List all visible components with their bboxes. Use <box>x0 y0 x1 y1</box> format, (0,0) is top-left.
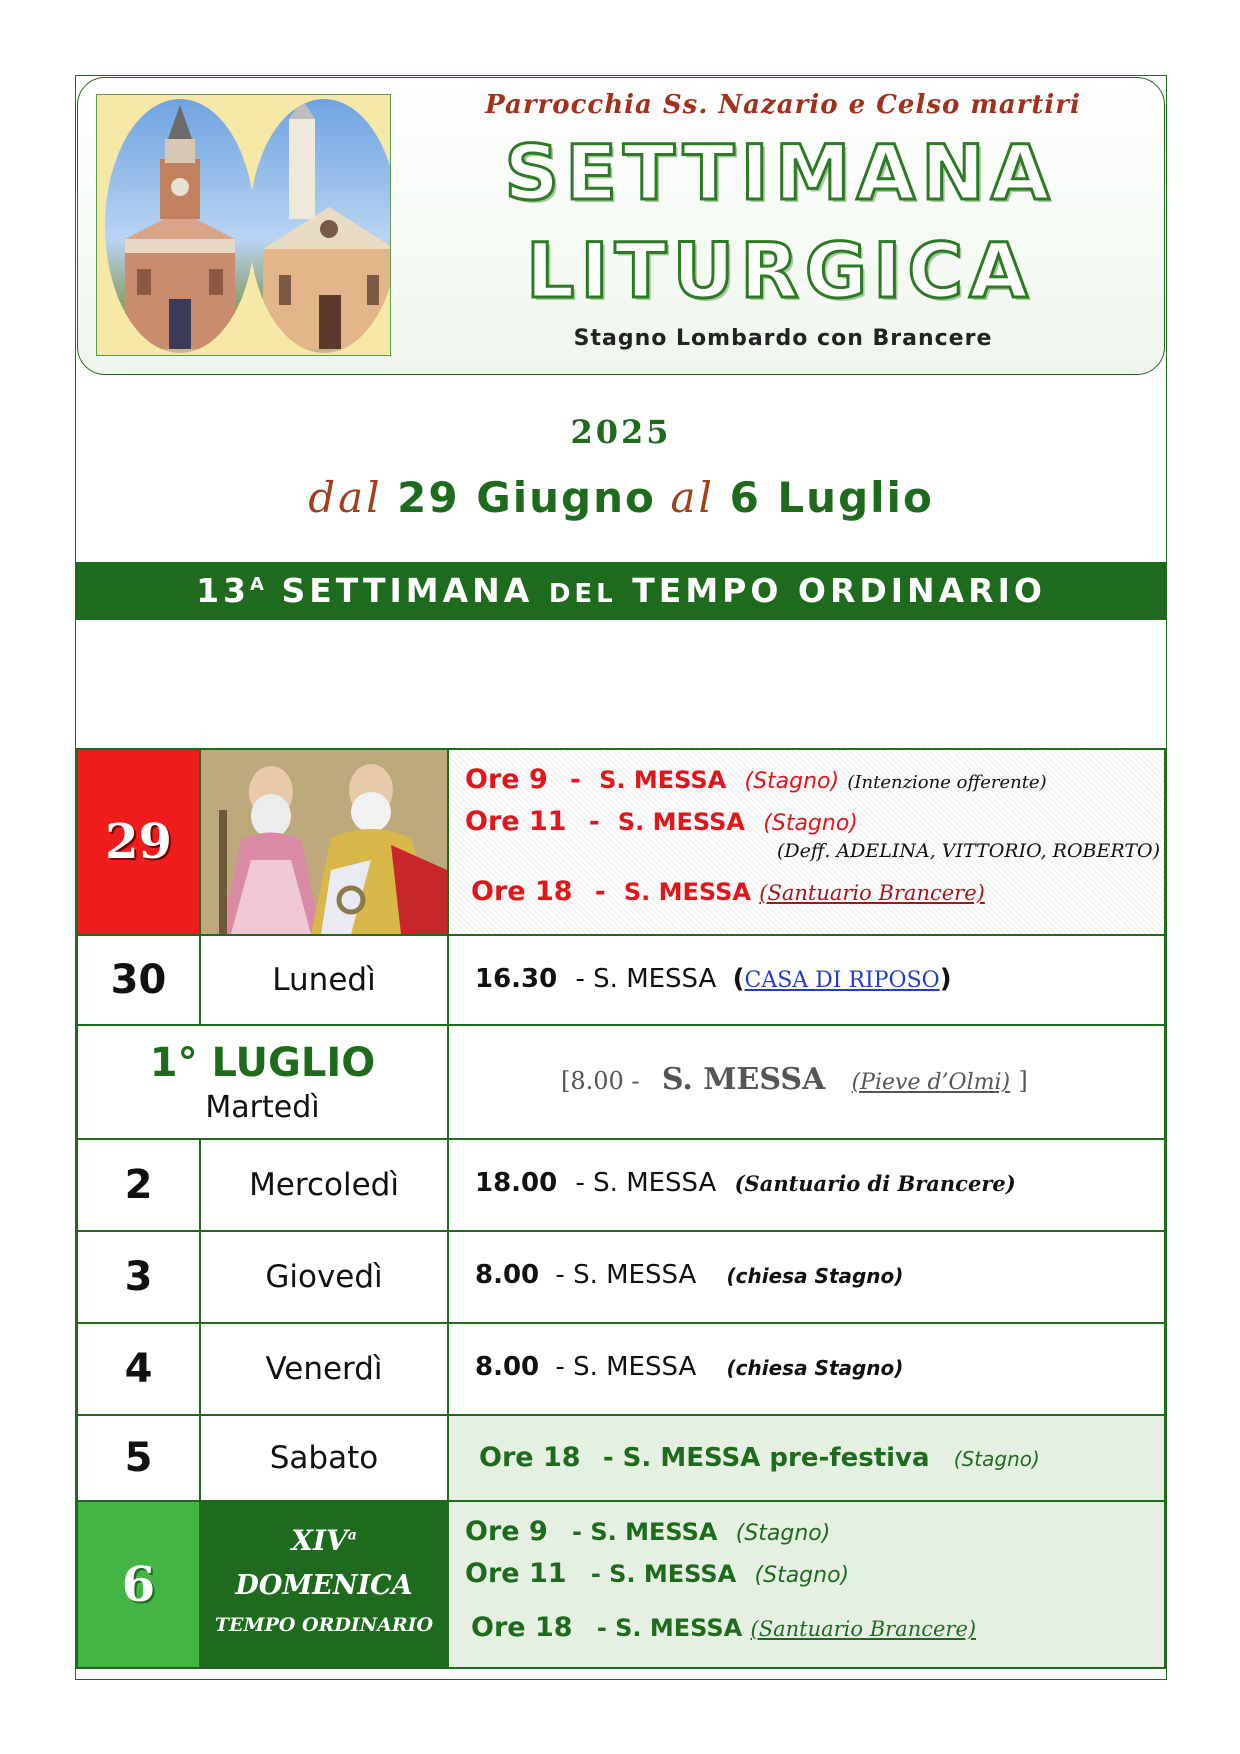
church-left-photo <box>105 99 255 353</box>
day-3-events <box>447 1230 1166 1324</box>
date-range <box>75 473 1167 522</box>
day-6-title-2: DOMENICA <box>235 1570 413 1601</box>
day-5-event: Ore 18 - S. MESSA pre-festiva (Stagno) <box>479 1442 1040 1473</box>
day-6-number: 6 <box>121 1556 156 1613</box>
date-from-word: dal <box>308 473 383 522</box>
week-banner <box>76 562 1166 620</box>
day-1-cell <box>76 1024 449 1140</box>
title-settimana: SETTIMANA <box>504 128 1056 217</box>
day-30-event: 16.30 - S. MESSA (CASA DI RIPOSO) <box>475 964 952 994</box>
year: 2025 <box>570 413 672 451</box>
week-number-sup: A <box>250 574 266 595</box>
day-30-name-cell <box>199 934 449 1026</box>
churches-photo <box>96 94 391 356</box>
banner-word-del: DEL <box>548 579 617 609</box>
date-to: 6 Luglio <box>729 473 934 522</box>
day-29-event-3: Ore 18 - S. MESSA (Santuario Brancere) <box>471 876 985 907</box>
day-30-number-cell <box>76 934 201 1026</box>
day-3-number-cell <box>76 1230 201 1324</box>
header-box <box>77 77 1165 375</box>
place-name: Stagno Lombardo con Brancere <box>573 326 993 351</box>
day-29-number-cell <box>76 748 201 936</box>
day-3-name: Giovedì <box>265 1259 383 1295</box>
day-2-event: 18.00 - S. MESSA (Santuario di Brancere) <box>475 1168 1016 1198</box>
day-6-number-cell <box>76 1500 201 1669</box>
day-3-name-cell <box>199 1230 449 1324</box>
day-4-name-cell <box>199 1322 449 1416</box>
day-6-event-2: Ore 11 - S. MESSA (Stagno) <box>465 1558 850 1589</box>
day-4-event: 8.00 - S. MESSA (chiesa Stagno) <box>475 1352 904 1382</box>
day-5-events <box>447 1414 1166 1502</box>
saints-peter-paul-image <box>199 748 449 936</box>
day-4-number: 4 <box>124 1346 153 1392</box>
day-1-event: [8.00 - S. MESSA (Pieve d’Olmi) ] <box>561 1062 1028 1097</box>
title-liturgica: LITURGICA <box>525 226 1035 315</box>
day-29-event-1: Ore 9 - S. MESSA (Stagno) (Intenzione offerente) <box>465 764 1047 795</box>
day-5-number: 5 <box>124 1435 153 1481</box>
day-30-number: 30 <box>110 957 167 1003</box>
day-1-name: Martedì <box>205 1090 320 1125</box>
date-to-word: al <box>670 473 715 522</box>
day-29-number: 29 <box>105 814 172 870</box>
day-3-event: 8.00 - S. MESSA (chiesa Stagno) <box>475 1260 904 1290</box>
day-4-number-cell <box>76 1322 201 1416</box>
day-6-title-cell <box>199 1500 449 1669</box>
day-1-events <box>447 1024 1166 1140</box>
week-number: 13 <box>196 571 250 610</box>
day-30-events <box>447 934 1166 1026</box>
day-1-date: 1° LUGLIO <box>149 1040 376 1086</box>
day-6-title-3: TEMPO ORDINARIO <box>214 1614 434 1636</box>
day-2-number-cell <box>76 1138 201 1232</box>
day-5-number-cell <box>76 1414 201 1502</box>
day-29-event-2-note: (Deff. ADELINA, VITTORIO, ROBERTO) <box>776 840 1160 862</box>
day-2-events <box>447 1138 1166 1232</box>
day-29-event-2: Ore 11 - S. MESSA (Stagno) <box>465 806 858 837</box>
day-6-events <box>447 1500 1166 1669</box>
day-4-name: Venerdì <box>265 1351 383 1387</box>
day-4-events <box>447 1322 1166 1416</box>
parish-name: Parrocchia Ss. Nazario e Celso martiri <box>485 90 1081 120</box>
date-from: 29 Giugno <box>397 473 656 522</box>
schedule-table <box>76 748 1166 1669</box>
day-29-events <box>447 748 1166 936</box>
day-2-name-cell <box>199 1138 449 1232</box>
banner-word-settimana: SETTIMANA <box>281 571 534 610</box>
day-2-number: 2 <box>124 1162 153 1208</box>
day-3-number: 3 <box>124 1254 153 1300</box>
banner-word-tempo: TEMPO ORDINARIO <box>632 571 1046 610</box>
day-6-event-1: Ore 9 - S. MESSA (Stagno) <box>465 1516 831 1547</box>
day-2-name: Mercoledì <box>249 1167 399 1203</box>
day-30-name: Lunedì <box>272 962 376 998</box>
day-5-name-cell <box>199 1414 449 1502</box>
day-6-event-3: Ore 18 - S. MESSA (Santuario Brancere) <box>471 1612 977 1643</box>
day-6-title-1: XIV$^a$ <box>291 1524 357 1557</box>
day-5-name: Sabato <box>269 1440 379 1476</box>
church-right-photo <box>249 99 391 353</box>
